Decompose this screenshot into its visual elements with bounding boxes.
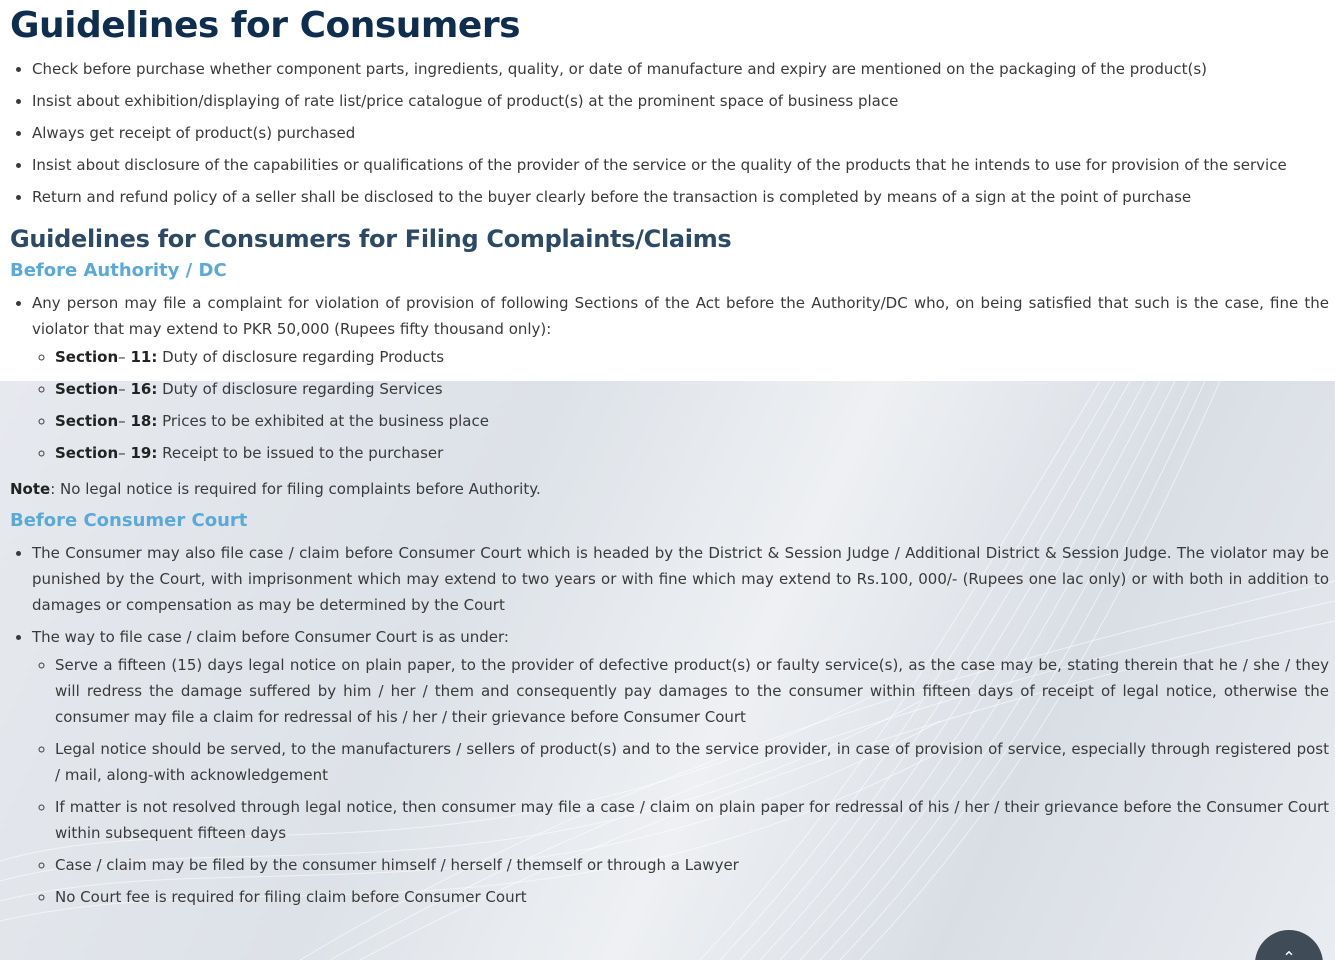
section-item	[55, 376, 1329, 402]
section-label: Section	[55, 348, 119, 366]
section-text: Duty of disclosure regarding Services	[157, 380, 443, 398]
court-procedure-intro: The way to file case / claim before Consumer Court is as under:	[32, 628, 509, 646]
authority-heading: Before Authority / DC	[10, 260, 227, 281]
authority-list	[10, 290, 1329, 466]
step-item: ◦ Serve a fifteen (15) days legal notice on plain paper, to the provider of defective product(s) or faulty service(s), as the case may be, stating therein that he / she / they will redress the damage suffered by him / her / them and consequently pay damages to the consumer within fifteen days of receipt of legal notice, otherwise the consumer may file a claim for redressal of his / her / their grievance before Consumer Court	[55, 652, 1329, 730]
chevron-up-icon: ⌃	[1282, 948, 1296, 960]
list-item: • The Consumer may also file case / claim before Consumer Court which is headed by the District & Session Judge / Additional District & Session Judge. The violator may be punished by the Court, with imprisonment which may extend to two years or with fine which may extend to Rs.100, 000/- (Rupees one lac only) or with both in addition to damages or compensation as may be determined by the Court	[32, 540, 1329, 618]
authority-intro: Any person may file a complaint for violation of provision of following Sections of the Act before the Authority/DC who, on being satisfied that such is the case, fine the violator that may extend to PKR 50,000 (Rupees fifty thousand only):	[32, 294, 1329, 338]
section-text: Prices to be exhibited at the business place	[157, 412, 489, 430]
list-item: • Insist about exhibition/displaying of rate list/price catalogue of product(s) at the prominent space of business place	[32, 88, 1329, 114]
list-item: • Return and refund policy of a seller shall be disclosed to the buyer clearly before the transaction is completed by means of a sign at the point of purchase	[32, 184, 1329, 210]
section-label: Section	[55, 412, 119, 430]
section-dash: –	[118, 412, 131, 430]
list-item	[32, 290, 1329, 466]
section-text: Duty of disclosure regarding Products	[157, 348, 445, 366]
list-item: • Always get receipt of product(s) purchased	[32, 120, 1329, 146]
step-item: ◦ Legal notice should be served, to the manufacturers / sellers of product(s) and to the service provider, in case of provision of service, especially through registered post / mail, along-with acknowledgement	[55, 736, 1329, 788]
section-dash: –	[118, 380, 131, 398]
court-steps-list	[32, 652, 1329, 910]
step-item: ◦ No Court fee is required for filing claim before Consumer Court	[55, 884, 1329, 910]
section-item	[55, 440, 1329, 466]
section-label: Section	[55, 444, 119, 462]
section-number: 11:	[130, 348, 158, 366]
step-item: ◦ Case / claim may be filed by the consumer himself / herself / themself or through a Lawyer	[55, 852, 1329, 878]
section-label: Section	[55, 380, 119, 398]
list-item: • Insist about disclosure of the capabilities or qualifications of the provider of the service or the quality of the products that he intends to use for provision of the service	[32, 152, 1329, 178]
section-number: 18:	[130, 412, 158, 430]
page-title: Guidelines for Consumers	[10, 5, 521, 46]
section-item	[55, 408, 1329, 434]
section-number: 16:	[130, 380, 158, 398]
note-text: : No legal notice is required for filing complaints before Authority.	[50, 480, 541, 498]
list-item	[32, 624, 1329, 910]
court-list	[10, 540, 1329, 910]
section-number: 19:	[130, 444, 158, 462]
note-label: Note	[10, 480, 51, 498]
section-dash: –	[118, 444, 131, 462]
section-item	[55, 344, 1329, 370]
filing-section-heading: Guidelines for Consumers for Filing Complaints/Claims	[10, 225, 732, 253]
list-item: • Check before purchase whether component parts, ingredients, quality, or date of manufacture and expiry are mentioned on the packaging of the product(s)	[32, 56, 1329, 82]
authority-note	[10, 476, 1329, 502]
sections-list	[32, 344, 1329, 466]
step-item: ◦ If matter is not resolved through legal notice, then consumer may file a case / claim on plain paper for redressal of his / her / their grievance before the Consumer Court within subsequent fifteen days	[55, 794, 1329, 846]
consumer-court-heading: Before Consumer Court	[10, 510, 248, 531]
section-text: Receipt to be issued to the purchaser	[157, 444, 444, 462]
section-dash: –	[118, 348, 131, 366]
consumer-guidelines-list	[10, 56, 1329, 210]
